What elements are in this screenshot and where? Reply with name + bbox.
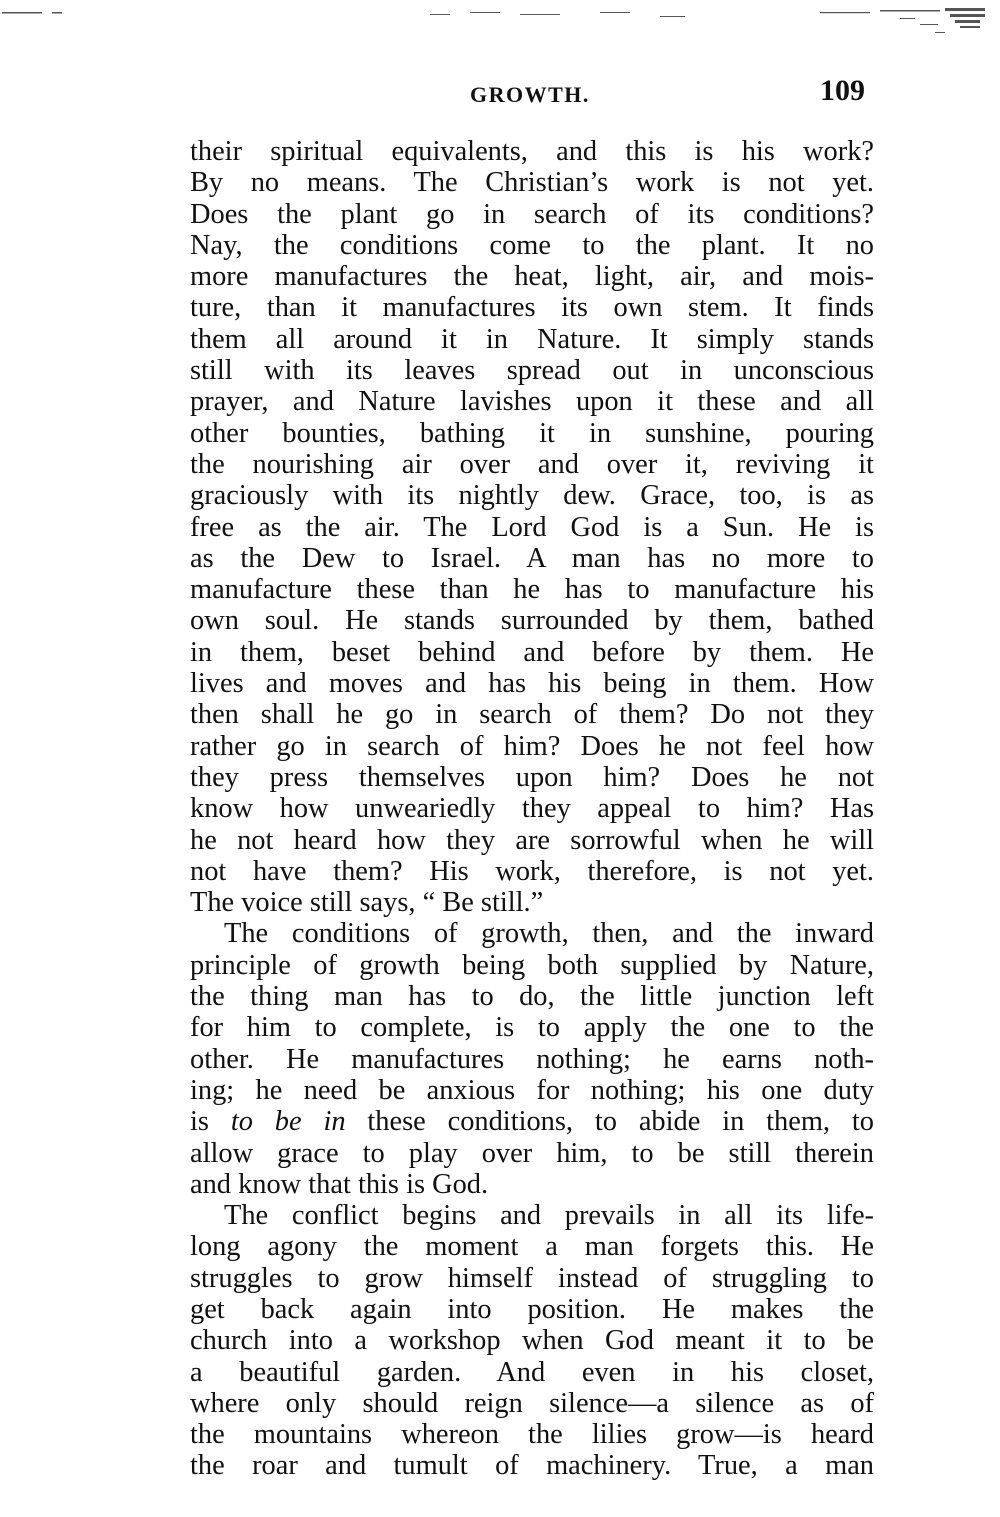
- text-line: graciously with its nightly dew. Grace, too, is as: [190, 480, 874, 512]
- running-head: [190, 74, 910, 114]
- paragraph-end-line: and know that this is God.: [190, 1168, 489, 1200]
- paragraph-start-line: The conditions of growth, then, and the inward: [224, 918, 874, 950]
- text-line: a beautiful garden. And even in his closet,: [190, 1356, 874, 1388]
- text-line: then shall he go in search of them? Do not they: [190, 699, 874, 731]
- text-line: principle of growth being both supplied by Nature,: [190, 949, 874, 981]
- text-line: ture, than it manufactures its own stem. It finds: [190, 292, 874, 324]
- text-line: more manufactures the heat, light, air, and mois-: [190, 261, 874, 293]
- body-text: [190, 136, 874, 1482]
- text-line: long agony the moment a man forgets this. He: [190, 1231, 874, 1263]
- line-prefix: is: [190, 1106, 231, 1138]
- text-line-with-italic: [190, 1106, 874, 1137]
- text-line: as the Dew to Israel. A man has no more to: [190, 542, 874, 574]
- text-line: By no means. The Christian’s work is not yet.: [190, 167, 874, 199]
- text-line: for him to complete, is to apply the one to the: [190, 1012, 874, 1044]
- text-line: prayer, and Nature lavishes upon it these and all: [190, 386, 874, 418]
- text-line: where only should reign silence—a silence as of: [190, 1387, 874, 1419]
- paragraph-end-line: The voice still says, “ Be still.”: [190, 887, 544, 919]
- line-rest: these conditions, to abide in them, to: [367, 1106, 874, 1138]
- scan-noise: [0, 0, 1000, 50]
- text-line: church into a workshop when God meant it to be: [190, 1325, 874, 1357]
- text-line: free as the air. The Lord God is a Sun. He is: [190, 511, 874, 543]
- running-title: GROWTH.: [470, 82, 590, 107]
- text-line: Nay, the conditions come to the plant. It no: [190, 229, 874, 261]
- text-line: he not heard how they are sorrowful when he will: [190, 824, 874, 856]
- text-line: the roar and tumult of machinery. True, a man: [190, 1450, 874, 1482]
- text-line: not have them? His work, therefore, is not yet.: [190, 855, 874, 887]
- text-line: still with its leaves spread out in unconscious: [190, 355, 874, 387]
- text-line: allow grace to play over him, to be still therein: [190, 1137, 874, 1169]
- text-line: the thing man has to do, the little junction left: [190, 981, 874, 1013]
- text-line: Does the plant go in search of its conditions?: [190, 198, 874, 230]
- text-line: rather go in search of him? Does he not feel how: [190, 730, 874, 762]
- text-line: other. He manufactures nothing; he earns noth-: [190, 1043, 874, 1075]
- text-line: the nourishing air over and over it, reviving it: [190, 448, 874, 480]
- text-line: in them, beset behind and before by them. He: [190, 636, 874, 668]
- text-line: lives and moves and has his being in them. How: [190, 668, 874, 700]
- text-line: other bounties, bathing it in sunshine, pouring: [190, 417, 874, 449]
- text-line: get back again into position. He makes the: [190, 1293, 874, 1325]
- page-number: 109: [820, 74, 865, 107]
- text-line: manufacture these than he has to manufacture his: [190, 574, 874, 606]
- text-line: know how unweariedly they appeal to him? Has: [190, 793, 874, 825]
- text-line: ing; he need be anxious for nothing; his one duty: [190, 1074, 874, 1106]
- text-line: the mountains whereon the lilies grow—is heard: [190, 1419, 874, 1451]
- text-line: own soul. He stands surrounded by them, bathed: [190, 605, 874, 637]
- text-line: they press themselves upon him? Does he not: [190, 761, 874, 793]
- text-line: their spiritual equivalents, and this is his work?: [190, 136, 874, 167]
- paragraph-start-line: The conflict begins and prevails in all its life-: [224, 1200, 874, 1232]
- text-line: them all around it in Nature. It simply stands: [190, 323, 874, 355]
- italic-phrase: to be in: [230, 1106, 346, 1138]
- text-line: struggles to grow himself instead of struggling to: [190, 1262, 874, 1294]
